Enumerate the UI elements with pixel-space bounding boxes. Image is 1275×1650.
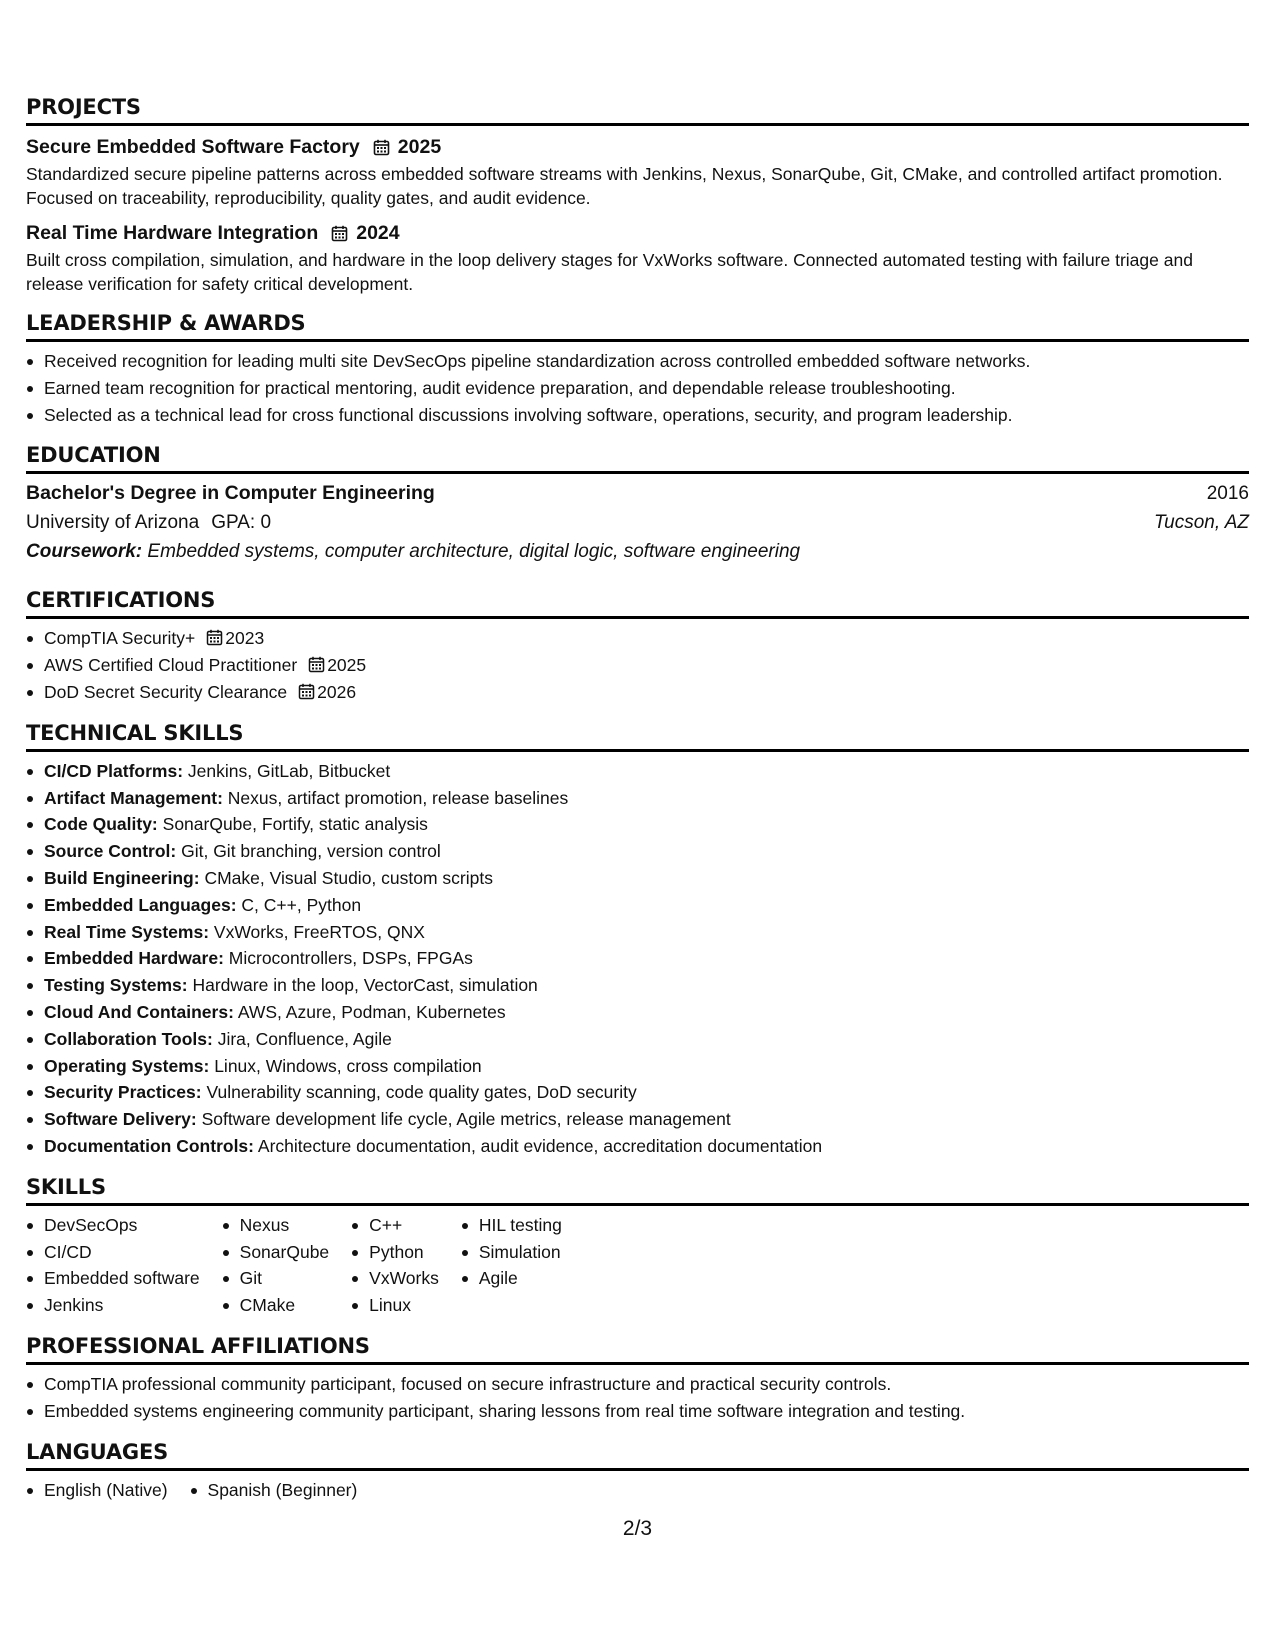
coursework-label: Coursework: — [26, 541, 143, 563]
section-title-languages: LANGUAGES — [26, 1439, 1249, 1471]
technical-skill-item — [26, 892, 1249, 919]
skill-category-value: AWS, Azure, Podman, Kubernetes — [237, 1001, 506, 1022]
skill-item: SonarQube — [222, 1239, 330, 1266]
section-title-technical-skills: TECHNICAL SKILLS — [26, 720, 1249, 752]
project-item — [26, 220, 1249, 296]
skill-category-label: Code Quality: — [44, 814, 158, 835]
section-title-skills: SKILLS — [26, 1174, 1249, 1206]
technical-skill-item — [26, 1053, 1249, 1080]
project-year: 2025 — [397, 136, 442, 158]
cert-name: AWS Certified Cloud Practitioner — [44, 655, 298, 676]
technical-skill-item — [26, 919, 1249, 946]
degree-name: Bachelor's Degree in Computer Engineering — [26, 482, 435, 505]
skill-category-label: Artifact Management: — [44, 787, 223, 808]
calendar-icon — [206, 629, 223, 646]
technical-skill-item — [26, 785, 1249, 812]
coursework-text: Embedded systems, computer architecture, digital logic, software engineering — [147, 541, 801, 563]
list-item — [26, 625, 1249, 652]
cert-year: 2025 — [327, 655, 367, 676]
skill-category-value: Linux, Windows, cross compilation — [214, 1055, 482, 1076]
skills-section — [26, 1174, 1249, 1319]
skill-category-label: Build Engineering: — [44, 867, 200, 888]
cert-name: CompTIA Security+ — [44, 628, 196, 649]
list-item: Embedded systems engineering community participant, sharing lessons from real time software integration and testing. — [26, 1398, 1249, 1425]
skill-category-value: VxWorks, FreeRTOS, QNX — [213, 921, 425, 942]
skill-category-value: Architecture documentation, audit evidence, accreditation documentation — [257, 1135, 823, 1156]
skill-category-value: Software development life cycle, Agile metrics, release management — [201, 1109, 731, 1130]
skills-column — [26, 1212, 200, 1319]
skill-item: Agile — [461, 1265, 562, 1292]
skill-category-label: Source Control: — [44, 841, 177, 862]
skill-category-label: Security Practices: — [44, 1082, 202, 1103]
technical-skill-item — [26, 838, 1249, 865]
skill-category-value: Microcontrollers, DSPs, FPGAs — [228, 948, 473, 969]
coursework — [26, 537, 1249, 567]
calendar-icon — [331, 225, 348, 242]
skill-item: C++ — [351, 1212, 439, 1239]
skill-category-value: C, C++, Python — [241, 894, 362, 915]
list-item — [26, 679, 1249, 706]
resume-page — [26, 94, 1249, 1517]
education-section — [26, 442, 1249, 567]
affiliations-section — [26, 1333, 1249, 1425]
language-item: English (Native) — [26, 1477, 168, 1504]
project-name: Secure Embedded Software Factory — [26, 136, 360, 158]
skill-category-label: Testing Systems: — [44, 975, 188, 996]
skill-category-value: Hardware in the loop, VectorCast, simulation — [192, 975, 538, 996]
graduation-year: 2016 — [1206, 483, 1249, 505]
skill-category-label: Embedded Languages: — [44, 894, 237, 915]
skills-columns — [26, 1212, 1249, 1319]
skill-category-label: CI/CD Platforms: — [44, 760, 184, 781]
skill-category-value: Jenkins, GitLab, Bitbucket — [187, 760, 391, 781]
leadership-section — [26, 310, 1249, 428]
calendar-icon — [298, 683, 315, 700]
section-title-projects: PROJECTS — [26, 94, 1249, 126]
skill-item: VxWorks — [351, 1265, 439, 1292]
skill-category-value: Jira, Confluence, Agile — [217, 1028, 392, 1049]
skill-category-label: Documentation Controls: — [44, 1135, 254, 1156]
cert-name: DoD Secret Security Clearance — [44, 681, 288, 702]
skill-category-value: Vulnerability scanning, code quality gates, DoD security — [206, 1082, 637, 1103]
school-location: Tucson, AZ — [1153, 512, 1249, 534]
technical-skill-item — [26, 758, 1249, 785]
skill-category-label: Collaboration Tools: — [44, 1028, 213, 1049]
skill-item: HIL testing — [461, 1212, 562, 1239]
list-item: Selected as a technical lead for cross functional discussions involving software, operations, security, and program leadership. — [26, 402, 1249, 429]
certifications-section — [26, 587, 1249, 705]
skill-item: CI/CD — [26, 1239, 200, 1266]
technical-skill-item — [26, 811, 1249, 838]
skill-category-value: Nexus, artifact promotion, release baselines — [227, 787, 569, 808]
skill-item: Simulation — [461, 1239, 562, 1266]
skills-column — [222, 1212, 330, 1319]
technical-skills-section — [26, 720, 1249, 1160]
calendar-icon — [373, 139, 390, 156]
skill-category-label: Cloud And Containers: — [44, 1001, 234, 1022]
languages-section — [26, 1439, 1249, 1504]
technical-skill-item — [26, 1026, 1249, 1053]
list-item: Earned team recognition for practical mentoring, audit evidence preparation, and dependable release troubleshooting. — [26, 375, 1249, 402]
gpa: GPA: 0 — [211, 512, 272, 534]
technical-skill-item — [26, 999, 1249, 1026]
technical-skill-item — [26, 1133, 1249, 1160]
skills-column — [461, 1212, 562, 1319]
section-title-affiliations: PROFESSIONAL AFFILIATIONS — [26, 1333, 1249, 1365]
cert-year: 2026 — [317, 681, 357, 702]
section-title-certifications: CERTIFICATIONS — [26, 587, 1249, 619]
school-name: University of Arizona — [26, 512, 200, 534]
section-title-leadership: LEADERSHIP & AWARDS — [26, 310, 1249, 342]
skill-category-value: SonarQube, Fortify, static analysis — [162, 814, 428, 835]
project-year: 2024 — [356, 222, 400, 244]
project-name: Real Time Hardware Integration — [26, 222, 319, 244]
technical-skill-item — [26, 865, 1249, 892]
technical-skill-item — [26, 972, 1249, 999]
skill-item: CMake — [222, 1292, 330, 1319]
cert-year: 2023 — [225, 628, 265, 649]
list-item: CompTIA professional community participant, focused on secure infrastructure and practical security controls. — [26, 1371, 1249, 1398]
technical-skills-list — [26, 758, 1249, 1160]
project-description: Standardized secure pipeline patterns across embedded software streams with Jenkins, Nexus, SonarQube, Git, CMake, and controlled artifact promotion. Focused on traceability, reproducibility, quality gates, and audit evidence. — [26, 164, 1223, 208]
list-item — [26, 652, 1249, 679]
project-description: Built cross compilation, simulation, and hardware in the loop delivery stages for VxWorks software. Connected automated testing with failure triage and release verification for safety critical development. — [26, 250, 1193, 294]
technical-skill-item — [26, 1079, 1249, 1106]
page-number: 2/3 — [622, 1517, 653, 1540]
section-title-education: EDUCATION — [26, 442, 1249, 474]
skill-category-value: CMake, Visual Studio, custom scripts — [204, 867, 493, 888]
calendar-icon — [308, 656, 325, 673]
projects-section — [26, 94, 1249, 296]
language-item: Spanish (Beginner) — [190, 1477, 358, 1504]
skill-item: Python — [351, 1239, 439, 1266]
skill-category-label: Software Delivery: — [44, 1109, 197, 1130]
skill-item: Linux — [351, 1292, 439, 1319]
skill-category-label: Operating Systems: — [44, 1055, 210, 1076]
list-item: Received recognition for leading multi site DevSecOps pipeline standardization across controlled embedded software networks. — [26, 348, 1249, 375]
skill-item: Embedded software — [26, 1265, 200, 1292]
skills-column — [351, 1212, 439, 1319]
skill-category-value: Git, Git branching, version control — [181, 841, 441, 862]
technical-skill-item — [26, 945, 1249, 972]
skill-item: DevSecOps — [26, 1212, 200, 1239]
skill-item: Nexus — [222, 1212, 330, 1239]
project-item — [26, 134, 1249, 210]
skill-category-label: Real Time Systems: — [44, 921, 210, 942]
skill-item: Jenkins — [26, 1292, 200, 1319]
technical-skill-item — [26, 1106, 1249, 1133]
skill-category-label: Embedded Hardware: — [44, 948, 224, 969]
skill-item: Git — [222, 1265, 330, 1292]
